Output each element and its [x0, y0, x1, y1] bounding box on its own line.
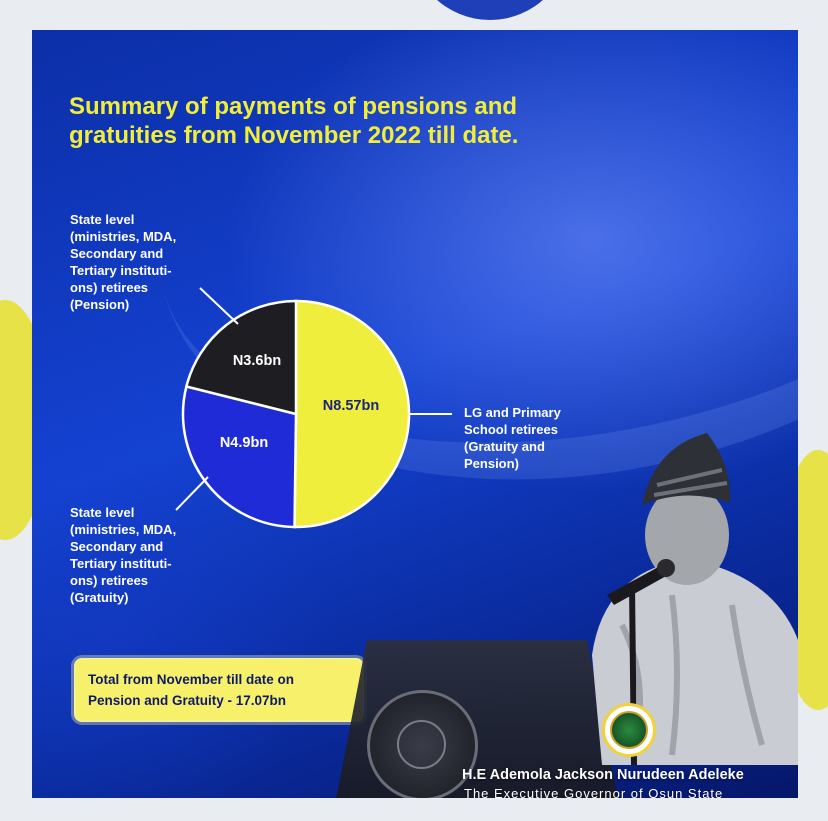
legend-label-pension: State level (ministries, MDA, Secondary and Tertiary instituti- ons) retirees (Pension) — [70, 212, 177, 312]
pie-slice-lg-primary — [295, 301, 410, 527]
podium-seal-inner — [397, 720, 446, 769]
total-summary-box — [74, 658, 364, 722]
governor-photo — [562, 425, 798, 765]
governor-title: The Executive Governor of Osun State — [464, 786, 724, 798]
value-label-gratuity: N4.9bn — [219, 435, 269, 451]
seal-emblem — [610, 711, 648, 749]
infographic-panel — [32, 30, 798, 798]
total-line-2: Pension and Gratuity - 17.07bn — [88, 693, 287, 708]
top-decor-shape — [410, 0, 570, 20]
microphone-head — [657, 559, 675, 577]
governor-name: H.E Ademola Jackson Nurudeen Adeleke — [462, 767, 744, 783]
legend-label-lg-primary: LG and Primary School retirees (Gratuity and Pension) — [464, 405, 561, 471]
legend-label-gratuity: State level (ministries, MDA, Secondary and Tertiary instituti- ons) retirees (Gratuity) — [70, 505, 177, 605]
leader-line-gratuity — [176, 477, 208, 510]
value-label-pension: N3.6bn — [232, 353, 282, 369]
value-label-lg-primary: N8.57bn — [322, 398, 380, 414]
chart-title: Summary of payments of pensions and gratuities from November 2022 till date. — [69, 93, 519, 149]
osun-state-seal-icon — [602, 703, 656, 757]
total-line-1: Total from November till date on — [88, 672, 295, 687]
leader-line-pension — [200, 288, 238, 324]
